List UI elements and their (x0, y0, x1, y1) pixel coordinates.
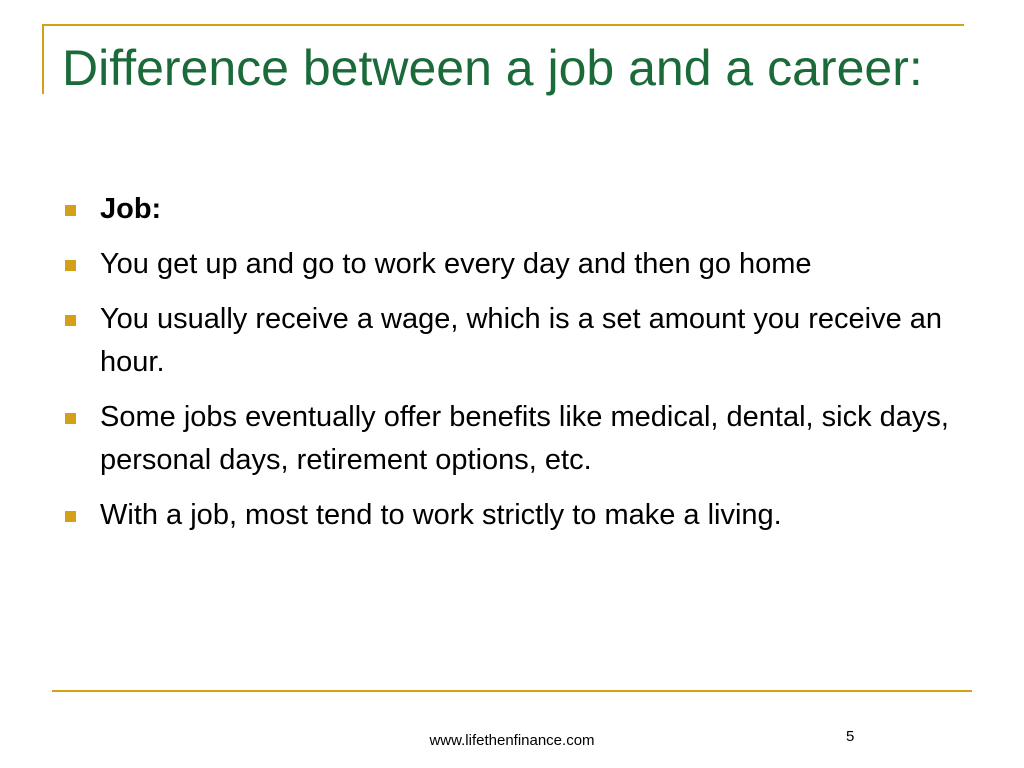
frame-top-rule (42, 24, 964, 26)
frame-left-rule (42, 24, 44, 94)
square-bullet-icon (65, 260, 76, 271)
bullet-text: With a job, most tend to work strictly to make a living. (100, 499, 782, 531)
slide-title: Difference between a job and a career: (62, 40, 923, 96)
bullet-list (62, 188, 962, 549)
footer-divider (52, 690, 972, 692)
bullet-text: You usually receive a wage, which is a set amount you receive an hour. (100, 303, 943, 378)
footer-url: www.lifethenfinance.com (429, 732, 595, 749)
square-bullet-icon (65, 205, 76, 216)
list-item (62, 298, 962, 384)
bullet-text: You get up and go to work every day and then go home (100, 248, 812, 280)
page-number: 5 (846, 728, 855, 745)
list-item (62, 396, 962, 482)
square-bullet-icon (65, 315, 76, 326)
square-bullet-icon (65, 511, 76, 522)
bullet-text: Some jobs eventually offer benefits like medical, dental, sick days, personal days, retirement options, etc. (100, 401, 949, 476)
list-item (62, 188, 962, 231)
square-bullet-icon (65, 413, 76, 424)
list-item (62, 243, 962, 286)
list-item (62, 494, 962, 537)
bullet-text: Job: (100, 193, 162, 225)
